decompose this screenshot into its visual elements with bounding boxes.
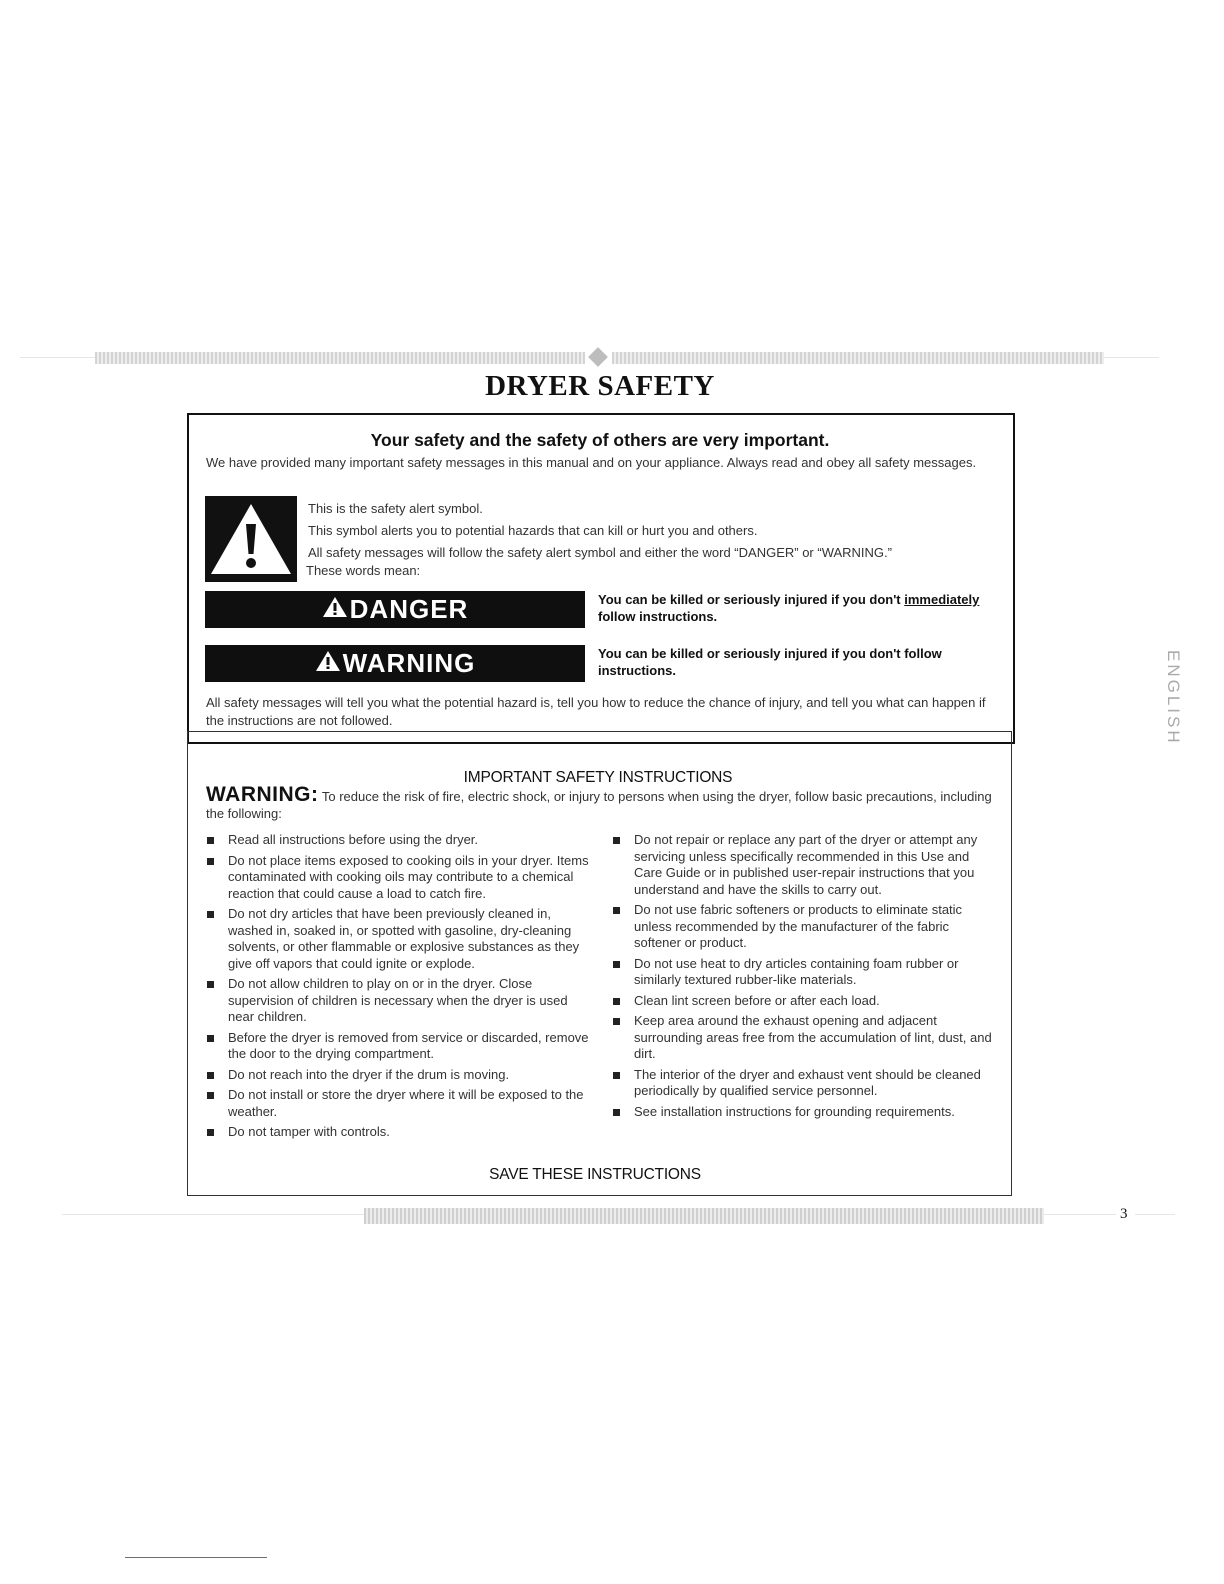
instructions-heading: IMPORTANT SAFETY INSTRUCTIONS <box>463 769 733 786</box>
footer-rule-right-faint <box>1044 1214 1116 1215</box>
list-item: Before the dryer is removed from service or discarded, remove the door to the drying compartment. <box>206 1030 591 1063</box>
list-item: Do not repair or replace any part of the dryer or attempt any servicing unless specifically recommended in this Use and Care Guide or in published user-repair instructions that you understand and have the skills to carry out. <box>612 832 997 898</box>
bullet-square-icon <box>207 1072 214 1079</box>
bullet-square-icon <box>207 837 214 844</box>
warning-text: To reduce the risk of fire, electric shock, or injury to persons when using the dryer, follow basic precautions, including the following: <box>206 789 992 821</box>
bullet-square-icon <box>613 961 620 968</box>
bullet-square-icon <box>613 837 620 844</box>
header-band-left <box>95 352 585 364</box>
danger-label: DANGER <box>349 594 469 624</box>
footnote-rule <box>125 1557 267 1558</box>
footer-band <box>364 1208 1044 1224</box>
list-item: Do not dry articles that have been previously cleaned in, washed in, soaked in, or spotted with gasoline, dry-cleaning solvents, or other flammable or explosive substances as they give off vapors that could ignite or explode. <box>206 906 591 972</box>
bullet-square-icon <box>613 1018 620 1025</box>
list-item: Do not use fabric softeners or products to eliminate static unless recommended by the manufacturer of the fabric softener or product. <box>612 902 997 952</box>
list-item: Clean lint screen before or after each load. <box>612 993 997 1010</box>
header-band-right <box>612 352 1104 364</box>
warning-signal-word <box>205 645 585 682</box>
save-instructions-footer: SAVE THESE INSTRUCTIONS <box>489 1166 701 1183</box>
bullet-square-icon <box>207 981 214 988</box>
danger-text-part1: You can be killed or seriously injured if you don't <box>598 592 905 607</box>
bullet-square-icon <box>207 858 214 865</box>
language-side-tab: ENGLISH <box>1164 650 1183 746</box>
list-item: Read all instructions before using the dryer. <box>206 832 591 849</box>
bullet-square-icon <box>613 998 620 1005</box>
list-item: The interior of the dryer and exhaust vent should be cleaned periodically by qualified service personnel. <box>612 1067 997 1100</box>
bullet-square-icon <box>207 1129 214 1136</box>
warning-description: You can be killed or seriously injured if you don't follow instructions. <box>598 646 942 678</box>
list-item: See installation instructions for grounding requirements. <box>612 1104 997 1121</box>
warning-label: WARNING <box>342 648 476 678</box>
list-item: Keep area around the exhaust opening and adjacent surrounding areas free from the accumulation of lint, dust, and dirt. <box>612 1013 997 1063</box>
symbol-line-3: All safety messages will follow the safety alert symbol and either the word “DANGER” or “WARNING.” <box>308 545 892 560</box>
bullet-square-icon <box>207 1035 214 1042</box>
page-title: DRYER SAFETY <box>485 370 715 402</box>
danger-description <box>598 591 1008 625</box>
left-instruction-list <box>206 832 591 1145</box>
page-number: 3 <box>1120 1206 1128 1222</box>
list-item: Do not allow children to play on or in the dryer. Close supervision of children is necessary when the dryer is used near children. <box>206 976 591 1026</box>
header-diamond-ornament <box>588 347 608 367</box>
safety-alert-symbol-icon <box>205 496 297 582</box>
header-rule-right-faint <box>1104 357 1159 358</box>
list-item: Do not use heat to dry articles containing foam rubber or similarly textured rubber-like materials. <box>612 956 997 989</box>
footer-rule-far-right <box>1135 1214 1175 1215</box>
list-item: Do not install or store the dryer where it will be exposed to the weather. <box>206 1087 591 1120</box>
safety-heading: Your safety and the safety of others are very important. <box>370 430 830 450</box>
danger-text-part2: follow instructions. <box>598 609 718 624</box>
warning-alert-icon <box>315 648 341 679</box>
danger-text-emphasis: immediately <box>904 592 980 607</box>
header-rule-left-faint <box>20 357 95 358</box>
list-item: Do not reach into the dryer if the drum is moving. <box>206 1067 591 1084</box>
safety-closing: All safety messages will tell you what the potential hazard is, tell you how to reduce the chance of injury, and tell you what can happen if the instructions are not followed. <box>206 695 986 728</box>
footer-rule-left-faint <box>62 1214 364 1215</box>
right-instruction-list <box>612 832 997 1124</box>
safety-intro: We have provided many important safety messages in this manual and on your appliance. Always read and obey all safety messages. <box>206 455 977 470</box>
list-item: Do not tamper with controls. <box>206 1124 591 1141</box>
bullet-square-icon <box>613 1109 620 1116</box>
bullet-square-icon <box>207 1092 214 1099</box>
bullet-square-icon <box>613 907 620 914</box>
symbol-line-2: This symbol alerts you to potential hazards that can kill or hurt you and others. <box>308 523 758 538</box>
bullet-square-icon <box>207 911 214 918</box>
danger-signal-word <box>205 591 585 628</box>
danger-alert-icon <box>322 594 348 625</box>
bullet-square-icon <box>613 1072 620 1079</box>
symbol-line-4: These words mean: <box>306 563 421 578</box>
list-item: Do not place items exposed to cooking oils in your dryer. Items contaminated with cooking oils may contribute to a chemical reaction that could cause a load to catch fire. <box>206 853 591 903</box>
symbol-line-1: This is the safety alert symbol. <box>308 501 483 516</box>
warning-word: WARNING: <box>206 783 319 806</box>
instructions-warning <box>206 783 1006 822</box>
